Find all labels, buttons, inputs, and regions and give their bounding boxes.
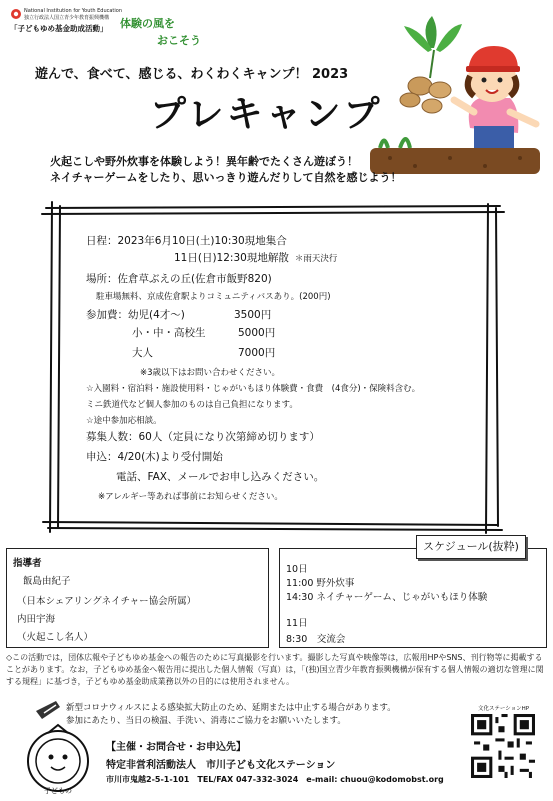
qr-code-block: [466, 704, 541, 794]
org-english: National Institution for Youth Education: [24, 8, 123, 14]
slogan-line2: おこそう: [157, 34, 201, 47]
instructors-heading: 指導者: [13, 558, 42, 569]
organizer-name: 特定非営利活動法人 市川子ども文化ステーション: [106, 760, 336, 771]
instructor-name: 内田宇海: [17, 614, 56, 625]
fee-item-value: 3500円: [234, 309, 272, 321]
org-japanese: 独立行政法人国立青少年教育振興機構: [24, 15, 110, 21]
schedule-item: 8:30 交流会: [286, 634, 346, 645]
slogan-line1: 体験の風を: [120, 17, 175, 30]
apply-text: 申込：4/20(木)より受付開始: [86, 451, 223, 463]
page-title: プレキャンプ: [150, 94, 383, 135]
instructor-role: （火起こし名人）: [17, 632, 94, 643]
fee-item-label: 幼児(4才～): [128, 309, 185, 321]
date-line2: 11日(日)12:30現地解散: [174, 252, 289, 264]
schedule-tag: スケジュール(抜粋): [416, 535, 526, 559]
fee-item-label: 小・中・高校生: [132, 327, 206, 339]
capacity-text: 募集人数：60人（定員になり次第締め切ります）: [86, 431, 320, 443]
allergy-note: ※アレルギー等あれば事前にお知らせください。: [98, 492, 283, 502]
rain-note: ＊雨天決行: [294, 254, 338, 264]
contact-heading: 【主催・お問合せ・お申込先】: [106, 742, 246, 753]
fee-label: 参加費：: [86, 309, 128, 321]
instructors-box: [6, 548, 269, 648]
fee-note: ※3歳以下はお問い合わせください。: [140, 368, 281, 378]
fee-item-value: 5000円: [238, 327, 276, 339]
apply-method-text: 電話、FAX、メールでお申し込みください。: [116, 471, 325, 483]
schedule-day: 11日: [286, 618, 308, 629]
instructor-role: （日本シェアリングネイチャー協会所属）: [17, 596, 197, 607]
schedule-day: 10日: [286, 564, 308, 575]
potato-harvest-illustration: [370, 8, 540, 178]
qr-code-icon[interactable]: [471, 714, 535, 778]
fund-name: 「子どもゆめ基金助成活動」: [10, 24, 108, 33]
fee-item-label: 大人: [132, 347, 153, 359]
qr-caption: 文化ステーションHP: [477, 706, 530, 712]
schedule-item: 14:30 ネイチャーゲーム、じゃがいもほり体験: [286, 592, 488, 603]
schedule-item: 11:00 野外炊事: [286, 578, 355, 589]
covid-notice: [66, 702, 396, 728]
intro-line: 火起こしや野外炊事を体験しよう！異年齢でたくさん遊ぼう！: [50, 155, 358, 168]
mascot-text: 子どもの: [44, 787, 72, 795]
covid-line: 新型コロナウィルスによる感染拡大防止のため、延期または中止する場合があります。: [66, 703, 396, 713]
intro-text: [50, 154, 401, 186]
intro-line: ネイチャーゲームをしたり、思いっきり遊んだりして自然を感じよう！: [50, 171, 402, 184]
schedule-box: [279, 548, 547, 648]
midway-note: ☆途中参加応相談。: [86, 416, 162, 426]
contact-address: 市川市鬼越2-5-1-101 TEL/FAX 047-332-3024 e-mail: chuou@kodomobst.org: [106, 775, 444, 784]
date-line1: 2023年6月10日(土)10:30現地集合: [117, 235, 287, 247]
covid-line: 参加にあたり、当日の検温、手洗い、消毒にご協力をお願いいたします。: [66, 716, 346, 726]
event-details: [86, 233, 420, 505]
extra-cost-note: ミニ鉄道代など個人参加のものは自己負担になります。: [86, 400, 298, 410]
subtitle: 遊んで、食べて、感じる、わくわくキャンプ！ 2023: [35, 67, 349, 82]
fund-logo-icon: [10, 8, 22, 20]
fee-item-value: 7000円: [238, 347, 276, 359]
place-text: 場所：佐倉草ぶえの丘(佐倉市飯野820): [86, 273, 272, 285]
date-label: 日程：: [86, 235, 118, 247]
privacy-notice: ◇この活動では，団体広報や子どもゆめ基金への報告のために写真撮影を行います。撮影した写真や映像等は，広報用HPやSNS、刊行物等に掲載することがあります。なお，子どもゆめ基金へ報告用に提出した個人情報（写真）は，「(独)国立青少年教育振興機構が保有する個人情報の適切な管理に関する規程」に基づき，子どもゆめ基金助成業務以外の目的には使用されません。: [6, 653, 544, 686]
included-note: ☆入園料・宿泊料・施設使用料・じゃがいもほり体験費・食費 (4食分)・保険料含む。: [86, 384, 421, 394]
instructor-name: 飯島由紀子: [23, 576, 71, 587]
parking-text: 駐車場無料、京成佐倉駅よりコミュニティバスあり。(200円): [96, 292, 331, 302]
